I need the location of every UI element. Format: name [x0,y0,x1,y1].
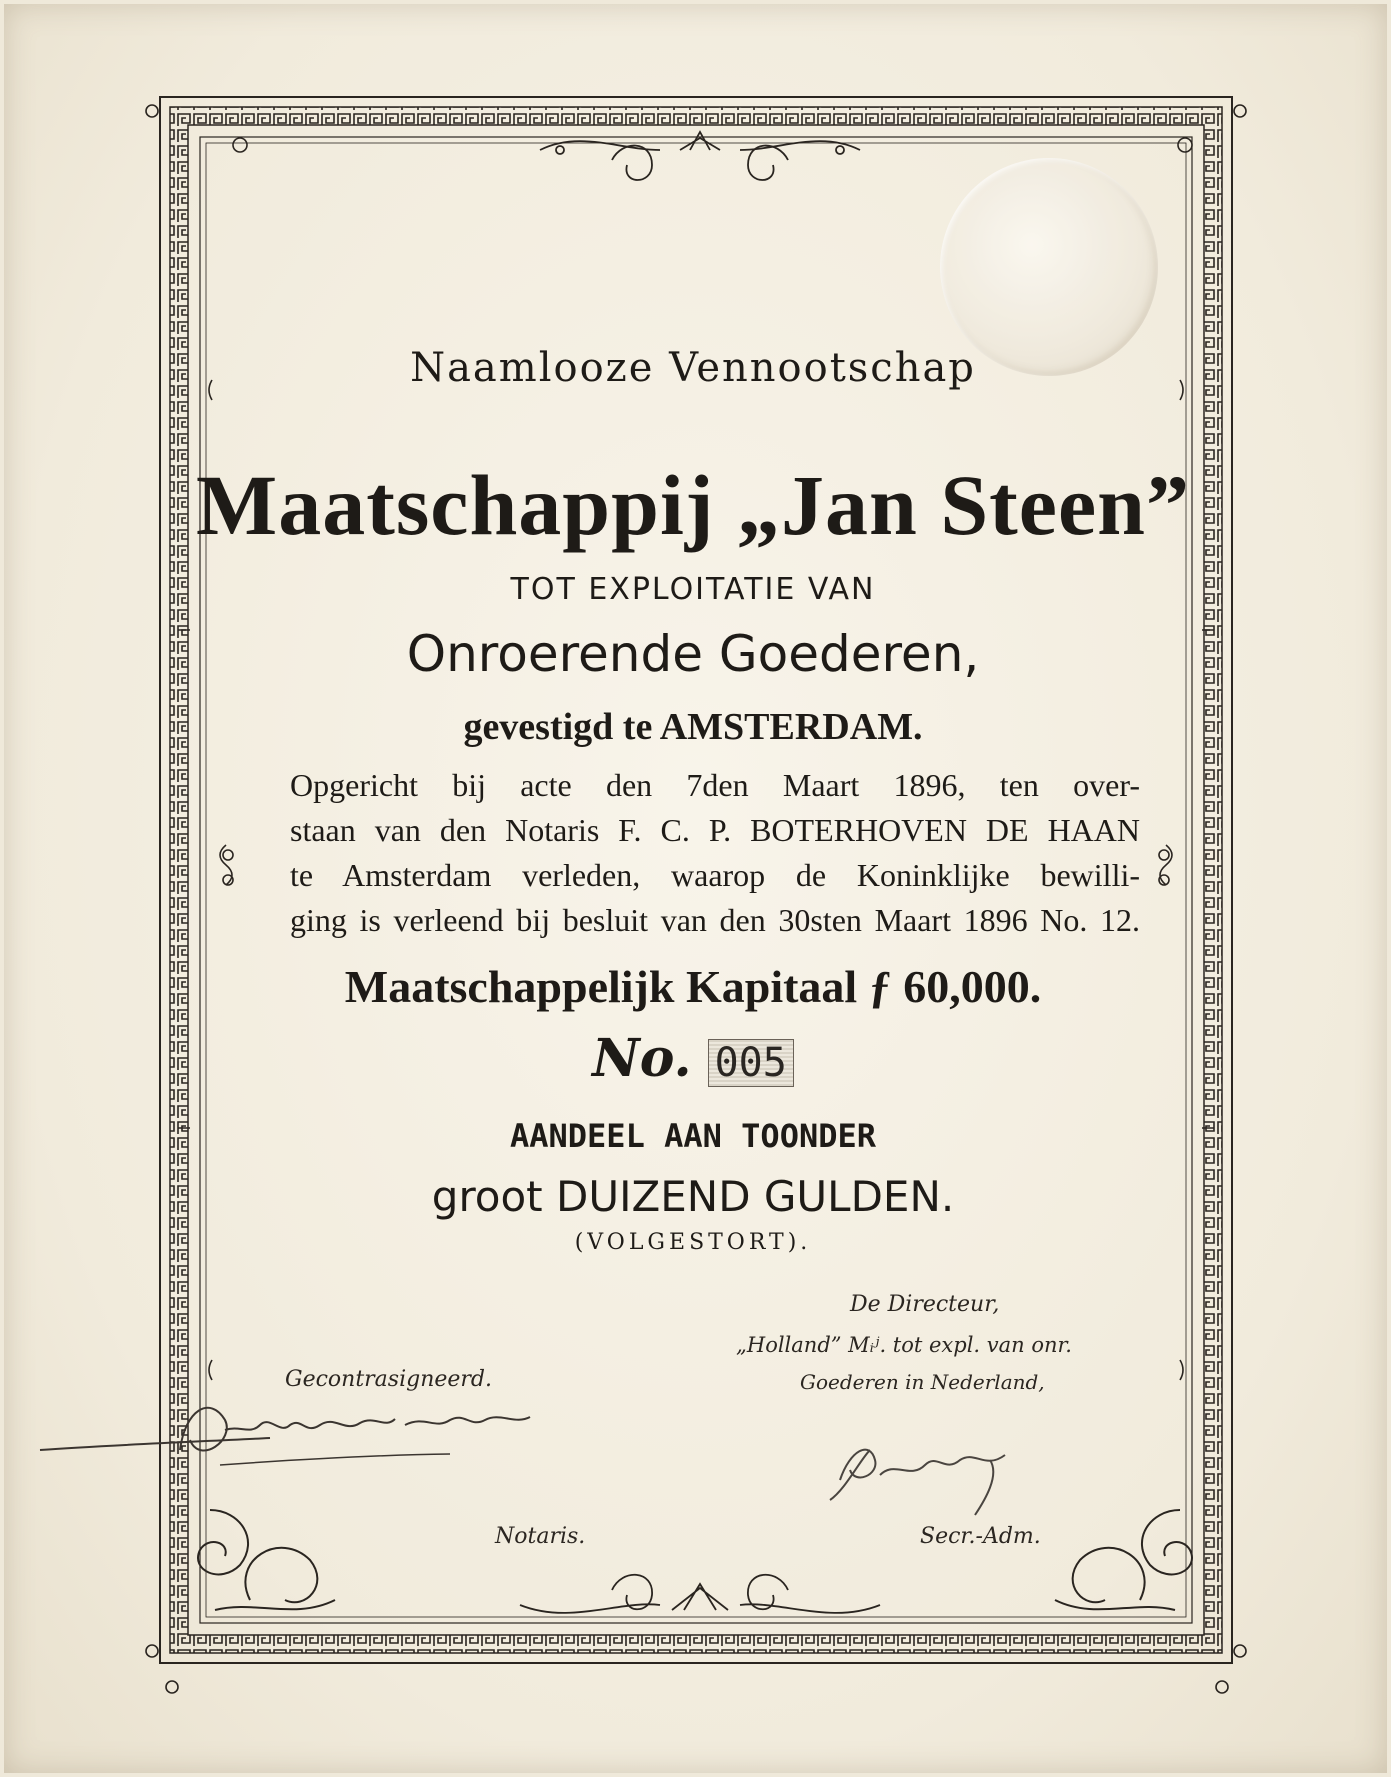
company-seat: gevestigd te AMSTERDAM. [463,706,923,748]
secr-adm-label: Secr.-Adm. [920,1524,1041,1549]
founding-line: ging is verleend bij besluit van den 30sten Maart 1896 No. 12. [290,902,1140,938]
directeur-line2: Goederen in Nederland, [800,1370,1045,1394]
notary-signature [30,1380,610,1480]
directeur-title: De Directeur, [850,1292,1000,1317]
company-name: Maatschappij „Jan Steen” [196,457,1190,553]
founding-line: Opgericht bij acte den 7den Maart 1896, ten over- [290,767,1140,803]
directeur-line1: „Holland” Mᵢʲ. tot expl. van onr. [736,1333,1072,1357]
founding-line: te Amsterdam verleden, waarop de Koninklijke bewilli- [290,857,1140,893]
capital: Maatschappelijk Kapitaal ƒ 60,000. [344,961,1042,1012]
share-type: AANDEEL AAN TOONDER [509,1117,877,1155]
founding-paragraph [290,763,1140,943]
embossed-seal [940,158,1158,376]
notaris-label: Notaris. [495,1524,586,1549]
founding-line: staan van den Notaris F. C. P. BOTERHOVEN DE HAAN [290,812,1140,848]
company-type: Naamlooze Vennootschap [410,345,976,391]
denomination: groot DUIZEND GULDEN. [431,1172,955,1221]
number-label: No. [592,1028,692,1089]
share-number: 005 [708,1039,794,1087]
purpose-object: Onroerende Goederen, [406,625,980,683]
share-number-row [160,1028,1226,1089]
paid-status: (VOLGESTORT). [574,1230,812,1255]
purpose-line: TOT EXPLOITATIE VAN [510,572,876,607]
director-signature [820,1420,1060,1520]
countersigned-label: Gecontrasigneerd. [285,1367,493,1392]
